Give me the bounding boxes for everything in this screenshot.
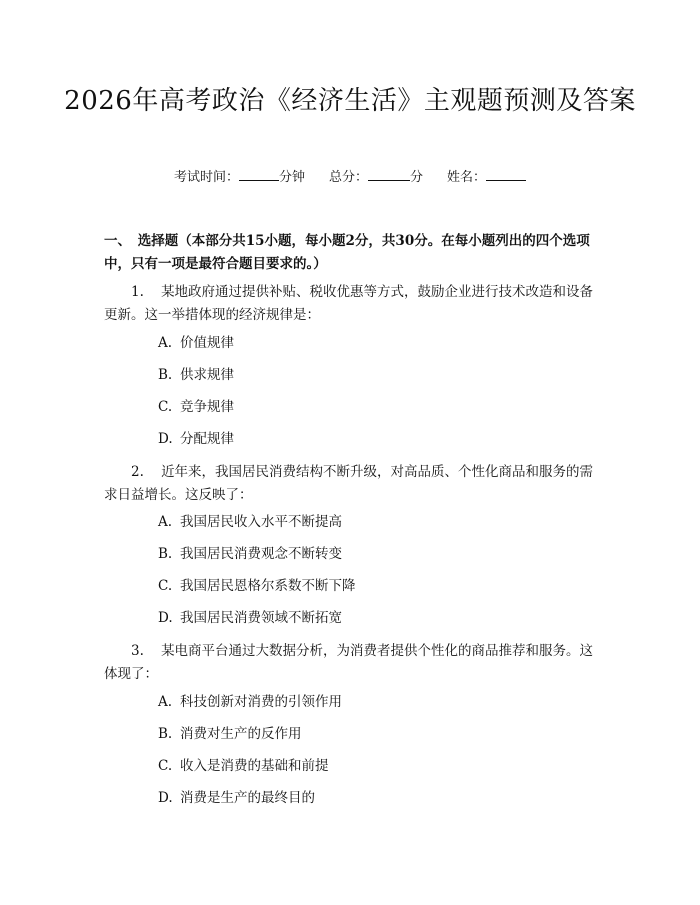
time-label: 考试时间： bbox=[173, 170, 239, 185]
score-unit: 分 bbox=[410, 170, 424, 185]
option-2d[interactable] bbox=[158, 608, 342, 628]
option-text: 供求规律 bbox=[180, 367, 234, 383]
time-blank[interactable] bbox=[239, 168, 279, 181]
option-1a[interactable] bbox=[158, 333, 234, 353]
question-stem: 某地政府通过提供补贴、税收优惠等方式，鼓励企业进行技术改造和设备更新。这一举措体现的经济规律是： bbox=[104, 284, 594, 323]
option-text: 收入是消费的基础和前提 bbox=[180, 758, 329, 774]
option-text: 科技创新对消费的引领作用 bbox=[180, 694, 342, 710]
name-blank[interactable] bbox=[486, 168, 526, 181]
option-text: 我国居民消费观念不断转变 bbox=[180, 546, 342, 562]
option-text: 竞争规律 bbox=[180, 399, 234, 415]
option-2c[interactable] bbox=[158, 576, 356, 596]
option-letter: B. bbox=[158, 726, 173, 742]
question-stem: 近年来，我国居民消费结构不断升级，对高品质、个性化商品和服务的需求日益增长。这反映了： bbox=[104, 464, 594, 503]
exam-meta-line bbox=[0, 168, 700, 188]
option-letter: D. bbox=[158, 610, 173, 626]
name-label: 姓名： bbox=[447, 170, 487, 185]
question-number: 1. bbox=[131, 284, 144, 300]
option-text: 价值规律 bbox=[180, 335, 234, 351]
option-2b[interactable] bbox=[158, 544, 342, 564]
option-3d[interactable] bbox=[158, 788, 315, 808]
option-letter: A. bbox=[158, 514, 173, 530]
option-letter: B. bbox=[158, 546, 173, 562]
question-stem: 某电商平台通过大数据分析，为消费者提供个性化的商品推荐和服务。这体现了： bbox=[104, 643, 594, 682]
score-label: 总分： bbox=[328, 170, 368, 185]
option-2a[interactable] bbox=[158, 512, 342, 532]
option-text: 分配规律 bbox=[180, 431, 234, 447]
score-blank[interactable] bbox=[368, 168, 410, 181]
option-letter: C. bbox=[158, 578, 173, 594]
option-letter: D. bbox=[158, 790, 173, 806]
question-1 bbox=[104, 281, 600, 327]
document-title: 2026年高考政治《经济生活》主观题预测及答案 bbox=[64, 86, 636, 116]
option-1d[interactable] bbox=[158, 429, 234, 449]
option-3c[interactable] bbox=[158, 756, 329, 776]
question-number: 2. bbox=[131, 464, 144, 480]
option-letter: B. bbox=[158, 367, 173, 383]
option-text: 消费是生产的最终目的 bbox=[180, 790, 315, 806]
option-text: 我国居民消费领域不断拓宽 bbox=[180, 610, 342, 626]
option-letter: C. bbox=[158, 399, 173, 415]
option-letter: D. bbox=[158, 431, 173, 447]
section-heading: 一、 选择题（本部分共15小题，每小题2分，共30分。在每小题列出的四个选项中，只有一项是最符合题目要求的。） bbox=[104, 233, 590, 272]
option-text: 我国居民恩格尔系数不断下降 bbox=[180, 578, 356, 594]
question-2 bbox=[104, 461, 600, 507]
option-1c[interactable] bbox=[158, 397, 234, 417]
question-number: 3. bbox=[131, 643, 144, 659]
option-text: 消费对生产的反作用 bbox=[180, 726, 302, 742]
option-text: 我国居民收入水平不断提高 bbox=[180, 514, 342, 530]
option-letter: C. bbox=[158, 758, 173, 774]
question-3 bbox=[104, 640, 600, 686]
option-letter: A. bbox=[158, 335, 173, 351]
option-3a[interactable] bbox=[158, 692, 342, 712]
option-3b[interactable] bbox=[158, 724, 302, 744]
option-1b[interactable] bbox=[158, 365, 234, 385]
time-unit: 分钟 bbox=[278, 170, 305, 185]
option-letter: A. bbox=[158, 694, 173, 710]
